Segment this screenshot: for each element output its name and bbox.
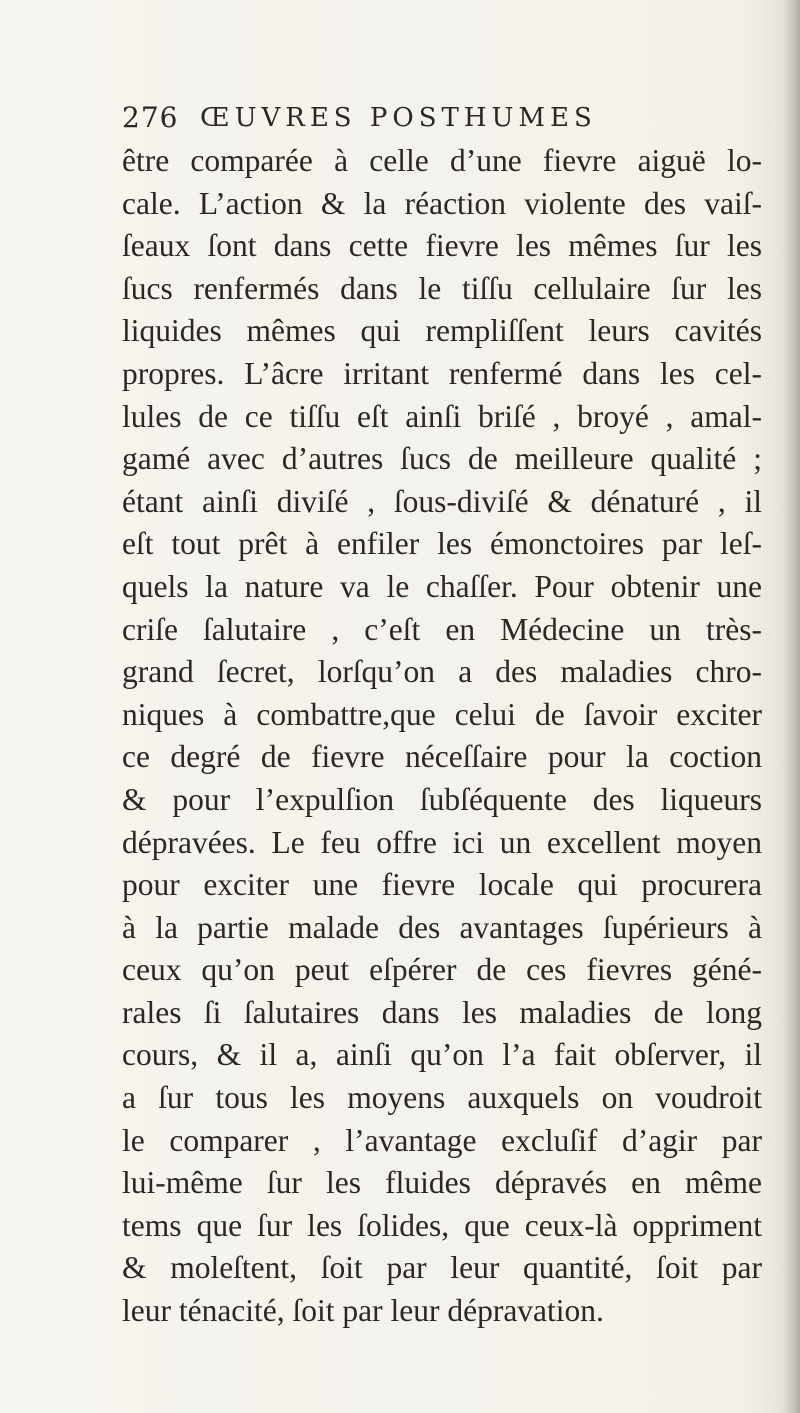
text-line: grand ſecret, lorſqu’on a des maladies chro- — [122, 654, 762, 690]
text-line: quels la nature va le chaſſer. Pour obtenir une — [122, 568, 762, 604]
text-line: eſt tout prêt à enfiler les émonctoires par leſ- — [122, 526, 762, 562]
text-line: lules de ce tiſſu eſt ainſi briſé , broyé , amal- — [122, 398, 762, 434]
text-line: dépravées. Le feu offre ici un excellent moyen — [122, 824, 762, 860]
text-line: pour exciter une fievre locale qui procurera — [122, 867, 762, 903]
running-title: ŒUVRES POSTHUMES — [200, 103, 597, 133]
text-line: ceux qu’on peut eſpérer de ces fievres géné- — [122, 952, 762, 988]
text-line: criſe ſalutaire , c’eſt en Médecine un très- — [122, 611, 762, 647]
text-line: lui-même ſur les fluides dépravés en même — [122, 1165, 762, 1201]
text-line: & moleſtent, ſoit par leur quantité, ſoit par — [122, 1250, 762, 1286]
page-edge-shadow — [782, 0, 800, 1413]
text-line: tems que ſur les ſolides, que ceux-là oppriment — [122, 1207, 762, 1243]
text-line: cale. L’action & la réaction violente des vaiſ- — [122, 185, 762, 221]
running-header — [122, 101, 762, 141]
text-line: propres. L’âcre irritant renfermé dans les cel- — [122, 355, 762, 391]
text-line: rales ſi ſalutaires dans les maladies de long — [122, 994, 762, 1030]
body-text — [122, 140, 762, 1333]
text-line: ce degré de fievre néceſſaire pour la coction — [122, 739, 762, 775]
text-line: être comparée à celle d’une fievre aiguë lo- — [122, 143, 762, 178]
text-line: leur ténacité, ſoit par leur dépravation. — [122, 1293, 604, 1329]
text-line: & pour l’expulſion ſubſéquente des liqueurs — [122, 781, 762, 817]
text-line: liquides mêmes qui rempliſſent leurs cavités — [122, 313, 762, 349]
text-line: à la partie malade des avantages ſupérieurs à — [122, 909, 762, 945]
page-number: 276 — [122, 101, 179, 134]
text-line: cours, & il a, ainſi qu’on l’a fait obſerver, il — [122, 1037, 762, 1073]
text-line: étant ainſi diviſé , ſous-diviſé & dénaturé , il — [122, 483, 762, 519]
text-line: a ſur tous les moyens auxquels on voudroit — [122, 1080, 762, 1116]
text-line: niques à combattre,que celui de ſavoir exciter — [122, 696, 762, 732]
text-line: gamé avec d’autres ſucs de meilleure qualité ; — [122, 441, 762, 477]
text-line: le comparer , l’avantage excluſif d’agir par — [122, 1122, 762, 1158]
text-line: ſucs renfermés dans le tiſſu cellulaire ſur les — [122, 270, 762, 306]
text-line: ſeaux ſont dans cette fievre les mêmes ſur les — [122, 228, 762, 264]
